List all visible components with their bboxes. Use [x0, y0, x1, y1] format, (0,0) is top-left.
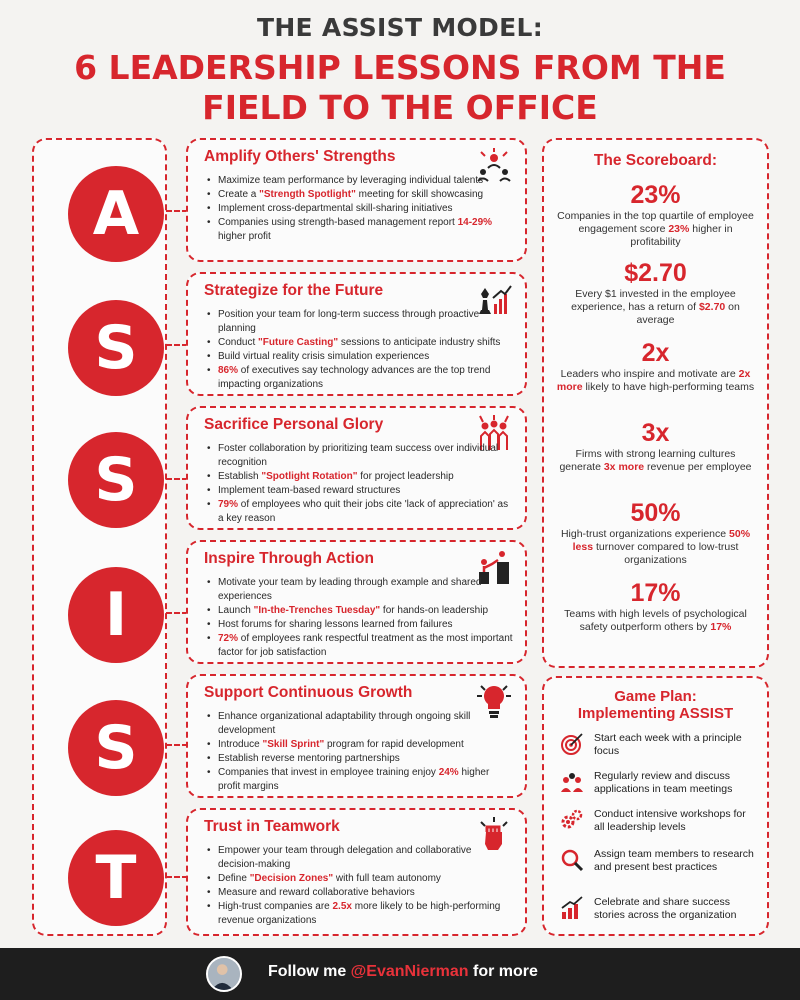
body-text: more likely to be high-performing revenue organizations — [218, 901, 501, 926]
stat-number: 50% — [630, 499, 681, 527]
stat-number: 23% — [630, 181, 681, 209]
letter-circle-i: I — [68, 567, 164, 663]
body-text: Foster collaboration by prioritizing team success over individual recognition — [218, 443, 499, 468]
body-text: Introduce — [218, 739, 263, 750]
highlight-text: 50% less — [572, 528, 751, 553]
highlight-text: 3x more — [603, 461, 645, 473]
highlight-text: "Future Casting" — [258, 337, 339, 348]
bullet-item — [218, 216, 513, 244]
highlight-text: 14-29% — [457, 217, 493, 228]
body-text: for project leadership — [357, 471, 454, 482]
bullet-item — [218, 188, 513, 202]
stat-description — [554, 608, 757, 634]
lesson-card-sacrifice — [186, 406, 527, 530]
bullet-item — [218, 484, 513, 498]
bullet-item — [218, 886, 513, 900]
body-text: Conduct — [218, 337, 259, 348]
body-text: Establish reverse mentoring partnerships — [218, 753, 400, 764]
body-text: Enhance organizational adaptability through ongoing skill development — [218, 711, 471, 736]
connector — [166, 210, 188, 212]
footer-prefix: Follow me — [268, 963, 351, 980]
body-text: High-trust organizations experience — [560, 528, 730, 540]
letters-column — [32, 138, 167, 936]
highlight-text: "Skill Sprint" — [262, 739, 325, 750]
bullet-item — [218, 844, 513, 872]
stat-item — [554, 498, 757, 567]
body-text: Implement team-based reward structures — [218, 485, 401, 496]
bullet-item — [218, 604, 513, 618]
bullet-item — [218, 738, 513, 752]
lesson-bullets — [204, 844, 513, 928]
game-plan-text: Start each week with a principle focus — [594, 732, 742, 757]
bullet-item — [218, 766, 513, 794]
game-plan-title — [544, 688, 767, 722]
connector — [166, 478, 188, 480]
header — [0, 12, 800, 128]
stat-number: 3x — [641, 419, 670, 447]
bullet-item — [218, 470, 513, 484]
body-text: of employees who quit their jobs cite 'lack of appreciation' as a key reason — [218, 499, 509, 524]
lesson-title: Sacrifice Personal Glory — [204, 416, 384, 433]
game-plan-text: Assign team members to research and present best practices — [594, 848, 754, 873]
lesson-card-support — [186, 674, 527, 798]
body-text: Define — [218, 873, 250, 884]
game-plan-item — [560, 808, 759, 844]
stat-description — [554, 448, 757, 474]
body-text: Position your team for long-term success through proactive planning — [218, 309, 480, 334]
footer-handle-link[interactable]: @EvanNierman — [350, 963, 469, 980]
lesson-bullets — [204, 442, 513, 526]
stat-number: 17% — [630, 579, 681, 607]
game-plan-item — [560, 896, 759, 932]
body-text: Firms with strong learning cultures generate — [559, 448, 736, 473]
body-text: on average — [636, 301, 740, 326]
stat-description — [554, 288, 757, 327]
letter-circle-s2: S — [68, 432, 164, 528]
bullet-item — [218, 618, 513, 632]
highlight-text: 24% — [438, 767, 459, 778]
lesson-card-strategize — [186, 272, 527, 396]
stat-number: $2.70 — [624, 259, 687, 287]
magnifier-icon — [560, 848, 584, 872]
highlight-text: 23% — [668, 223, 690, 235]
body-text: Leaders who inspire and motivate are — [560, 368, 739, 380]
highlight-text: "Strength Spotlight" — [259, 189, 356, 200]
body-text: Teams with high levels of psychological safety outperform others by — [564, 608, 747, 633]
body-text: Motivate your team by leading through example and shared experiences — [218, 577, 482, 602]
body-text: Companies in the top quartile of employee engagement score — [557, 210, 754, 235]
lesson-title: Inspire Through Action — [204, 550, 374, 567]
game-plan-item — [560, 848, 759, 884]
highlight-text: "Spotlight Rotation" — [261, 471, 358, 482]
connector — [166, 612, 188, 614]
bullet-item — [218, 498, 513, 526]
game-plan-text: Conduct intensive workshops for all leadership levels — [594, 808, 746, 833]
body-text: Establish — [218, 471, 262, 482]
stat-description — [554, 528, 757, 567]
lesson-title: Support Continuous Growth — [204, 684, 413, 701]
growth-chart-icon — [560, 896, 584, 920]
bullet-item — [218, 752, 513, 766]
body-text: Implement cross-departmental skill-sharing initiatives — [218, 203, 453, 214]
body-text: Build virtual reality crisis simulation experiences — [218, 351, 430, 362]
body-text: program for rapid development — [324, 739, 464, 750]
body-text: higher in profitability — [630, 223, 733, 248]
game-plan-text: Celebrate and share success stories across the organization — [594, 896, 737, 921]
game-plan-title-line2: Implementing ASSIST — [577, 705, 734, 722]
highlight-text: $2.70 — [698, 301, 726, 313]
game-plan-item — [560, 732, 759, 768]
letter-circle-t: T — [68, 830, 164, 926]
stat-item — [554, 180, 757, 249]
body-text: High-trust companies are — [218, 901, 333, 912]
stat-item — [554, 338, 757, 394]
highlight-text: 2x more — [556, 368, 751, 393]
bullet-item — [218, 900, 513, 928]
body-text: turnover compared to low-trust organizations — [593, 541, 739, 566]
scoreboard-title: The Scoreboard: — [593, 152, 718, 169]
body-text: Host forums for sharing lessons learned from failures — [218, 619, 453, 630]
highlight-text: 17% — [710, 621, 732, 633]
body-text: Empower your team through delegation and collaborative decision-making — [218, 845, 472, 870]
body-text: Launch — [218, 605, 254, 616]
stat-item — [554, 258, 757, 327]
highlight-text: 86% — [218, 365, 239, 376]
connector — [166, 344, 188, 346]
scoreboard — [542, 138, 769, 668]
gears-icon — [560, 808, 584, 832]
bullet-item — [218, 202, 513, 216]
body-text: Create a — [218, 189, 260, 200]
body-text: with full team autonomy — [333, 873, 441, 884]
body-text: higher profit — [218, 231, 271, 242]
body-text: meeting for skill showcasing — [355, 189, 484, 200]
letter-circle-s3: S — [68, 700, 164, 796]
lesson-bullets — [204, 576, 513, 660]
body-text: higher profit margins — [218, 767, 490, 792]
stat-item — [554, 578, 757, 634]
header-title-line1: 6 LEADERSHIP LESSONS FROM THE — [74, 48, 726, 87]
lesson-title: Trust in Teamwork — [204, 818, 340, 835]
game-plan-text: Regularly review and discuss applications in team meetings — [594, 770, 733, 795]
body-text: likely to have high-performing teams — [582, 381, 755, 393]
highlight-text: 72% — [218, 633, 239, 644]
body-text: Measure and reward collaborative behaviors — [218, 887, 415, 898]
bullet-item — [218, 872, 513, 886]
header-subtitle: THE ASSIST MODEL: — [256, 13, 544, 42]
lesson-bullets — [204, 710, 513, 794]
person-icon — [208, 958, 240, 990]
bullet-item — [218, 632, 513, 660]
lesson-title: Amplify Others' Strengths — [204, 148, 396, 165]
highlight-text: "Decision Zones" — [249, 873, 334, 884]
body-text: Maximize team performance by leveraging individual talents — [218, 175, 484, 186]
bullet-item — [218, 336, 513, 350]
highlight-text: 2.5x — [332, 901, 352, 912]
team-discussion-icon — [560, 770, 584, 794]
body-text: Companies using strength-based management report — [218, 217, 458, 228]
lesson-bullets — [204, 174, 513, 244]
header-title — [0, 48, 800, 128]
highlight-text: "In-the-Trenches Tuesday" — [253, 605, 381, 616]
body-text: revenue per employee — [644, 461, 752, 473]
bullet-item — [218, 710, 513, 738]
stat-number: 2x — [641, 339, 670, 367]
stat-item — [554, 418, 757, 474]
target-icon — [560, 732, 584, 756]
bullet-item — [218, 364, 513, 392]
body-text: of executives say technology advances are the top trend impacting organizations — [218, 365, 491, 390]
letter-circle-s1: S — [68, 300, 164, 396]
bullet-item — [218, 350, 513, 364]
bullet-item — [218, 308, 513, 336]
lesson-card-trust — [186, 808, 527, 936]
connector — [166, 744, 188, 746]
game-plan-item — [560, 770, 759, 806]
header-title-line2: FIELD TO THE OFFICE — [202, 88, 598, 127]
footer-suffix: for more — [468, 963, 538, 980]
body-text: sessions to anticipate industry shifts — [338, 337, 501, 348]
lesson-title: Strategize for the Future — [204, 282, 384, 299]
stat-description — [554, 210, 757, 249]
letter-circle-a: A — [68, 166, 164, 262]
lesson-card-amplify — [186, 138, 527, 262]
footer — [0, 948, 800, 1000]
bullet-item — [218, 576, 513, 604]
body-text: Companies that invest in employee training enjoy — [218, 767, 439, 778]
highlight-text: 79% — [218, 499, 239, 510]
body-text: of employees rank respectful treatment as the most important factor for job satisfaction — [218, 633, 513, 658]
lesson-card-inspire — [186, 540, 527, 664]
bullet-item — [218, 174, 513, 188]
body-text: Every $1 invested in the employee experience, has a return of — [571, 288, 736, 313]
lesson-bullets — [204, 308, 513, 392]
game-plan-title-line1: Game Plan: — [614, 688, 697, 705]
bullet-item — [218, 442, 513, 470]
footer-text — [268, 963, 538, 981]
avatar[interactable] — [206, 956, 242, 992]
body-text: for hands-on leadership — [380, 605, 489, 616]
connector — [166, 876, 188, 878]
stat-description — [554, 368, 757, 394]
game-plan — [542, 676, 769, 936]
